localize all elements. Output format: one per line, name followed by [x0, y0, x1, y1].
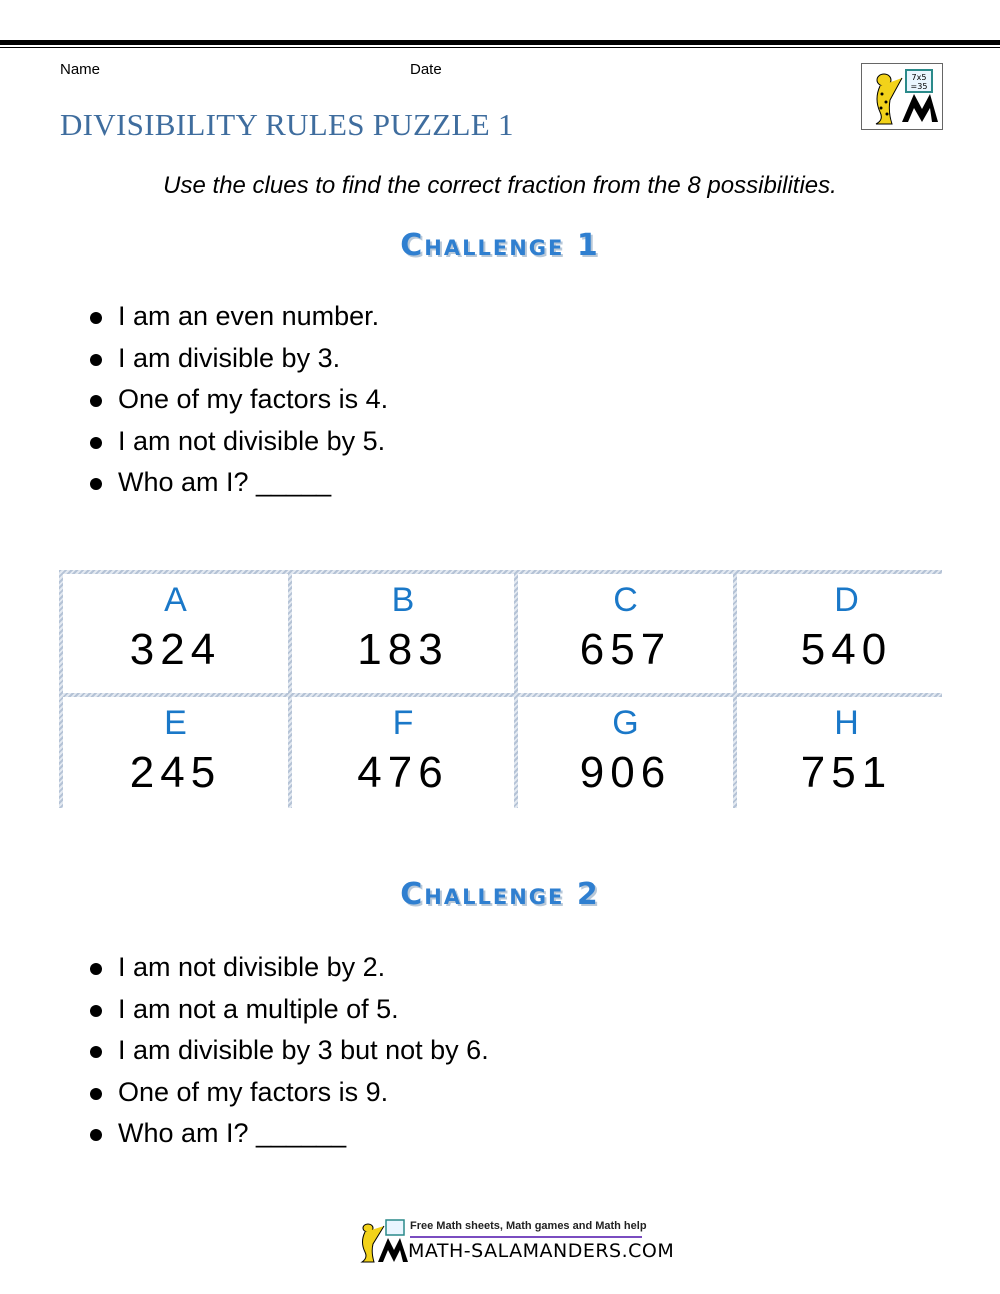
option-d: D 540	[737, 574, 956, 693]
option-c: C 657	[518, 574, 733, 693]
footer-site: MATH-SALAMANDERS.COM	[408, 1240, 675, 1262]
option-b: B 183	[292, 574, 514, 693]
options-grid	[59, 570, 942, 808]
challenge-1-clues	[88, 296, 388, 504]
challenge-2-clues	[88, 947, 489, 1155]
date-label: Date	[410, 61, 442, 78]
clue-item: I am divisible by 3 but not by 6.	[88, 1030, 489, 1072]
clue-item: I am not divisible by 5.	[88, 421, 388, 463]
bullet-icon	[90, 354, 102, 366]
bullet-icon	[90, 312, 102, 324]
option-a: A 324	[63, 574, 288, 693]
option-g: G 906	[518, 697, 733, 816]
option-f: F 476	[292, 697, 514, 816]
clue-item: One of my factors is 4.	[88, 379, 388, 421]
clue-item: I am divisible by 3.	[88, 338, 388, 380]
salamander-footer-icon	[354, 1218, 408, 1264]
svg-text:7x5: 7x5	[911, 73, 927, 82]
clue-item: I am not a multiple of 5.	[88, 989, 489, 1031]
name-label: Name	[60, 61, 101, 78]
challenge-2-heading: Challenge 2	[400, 877, 600, 912]
header-rule-thin	[0, 47, 1000, 48]
clue-item: One of my factors is 9.	[88, 1072, 489, 1114]
bullet-icon	[90, 478, 102, 490]
footer-divider	[410, 1236, 642, 1238]
bullet-icon	[90, 437, 102, 449]
clue-item-answer: Who am I? ______	[88, 1113, 489, 1155]
challenge-1-heading: Challenge 1	[400, 228, 600, 263]
clue-item-answer: Who am I? _____	[88, 462, 388, 504]
clue-item: I am not divisible by 2.	[88, 947, 489, 989]
bullet-icon	[90, 1129, 102, 1141]
bullet-icon	[90, 1046, 102, 1058]
instructions: Use the clues to find the correct fraction from the 8 possibilities.	[163, 172, 837, 199]
clue-item: I am an even number.	[88, 296, 388, 338]
page-title: DIVISIBILITY RULES PUZZLE 1	[60, 107, 514, 142]
bullet-icon	[90, 395, 102, 407]
header-rule-thick	[0, 40, 1000, 45]
option-h: H 751	[737, 697, 956, 816]
option-e: E 245	[63, 697, 288, 816]
salamander-logo-icon	[861, 63, 943, 130]
footer-brand	[354, 1218, 675, 1264]
footer-tagline: Free Math sheets, Math games and Math help	[410, 1220, 647, 1232]
bullet-icon	[90, 1088, 102, 1100]
bullet-icon	[90, 963, 102, 975]
svg-text:=35: =35	[910, 82, 928, 91]
bullet-icon	[90, 1005, 102, 1017]
